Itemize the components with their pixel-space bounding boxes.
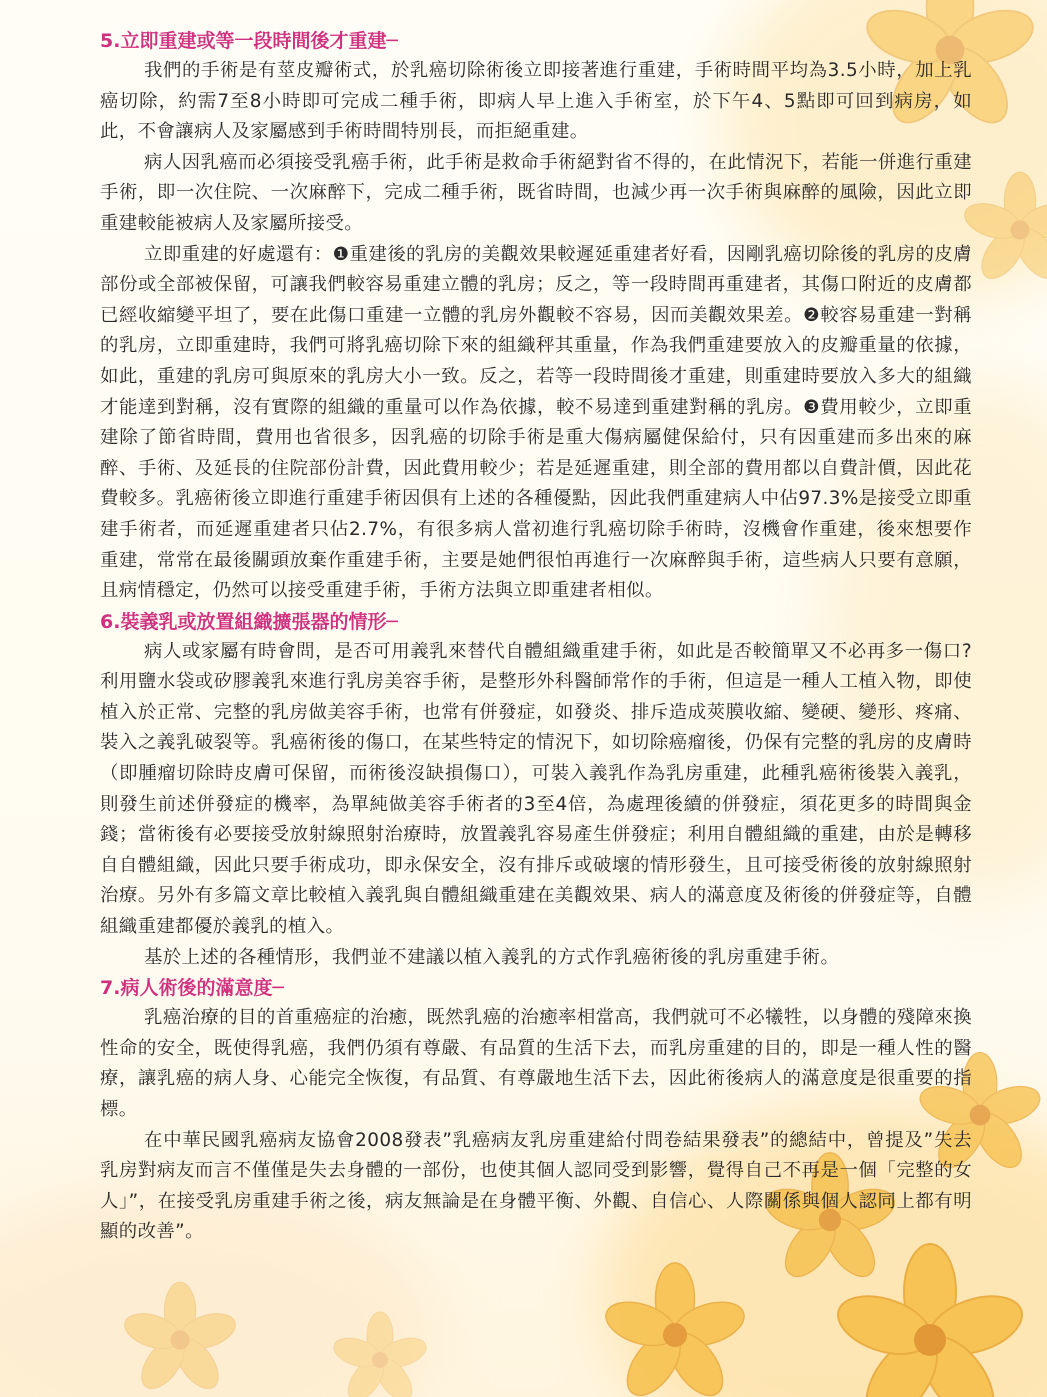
section-satisfaction (100, 973, 972, 1248)
paragraph: 我們的手術是有莖皮瓣術式，於乳癌切除術後立即接著進行重建，手術時間平均為3.5小時，加上乳癌切除，約需7至8小時即可完成二種手術，即病人早上進入手術室，於下午4、5點即可回到病房，如此，不會讓病人及家屬感到手術時間特別長，而拒絕重建。 (100, 60, 972, 143)
paragraph: 基於上述的各種情形，我們並不建議以植入義乳的方式作乳癌術後的乳房重建手術。 (144, 946, 840, 968)
flower-icon (960, 170, 1047, 290)
flower-icon (600, 1260, 750, 1397)
paragraph: 病人因乳癌而必須接受乳癌手術，此手術是救命手術絕對省不得的，在此情況下，若能一併進行重建手術，即一次住院、一次麻醉下，完成二種手術，既省時間，也減少再一次手術與麻醉的風險，因此立即重建較能被病人及家屬所接受。 (100, 151, 972, 234)
section-heading: 6.裝義乳或放置組織擴張器的情形─ (100, 610, 398, 633)
article-body (100, 26, 972, 1248)
paragraph: 乳癌治療的目的首重癌症的治癒，既然乳癌的治癒率相當高，我們就可不必犧牲，以身體的殘障來換性命的安全，既使得乳癌，我們仍須有尊嚴、有品質的生活下去，而乳房重建的目的，即是一種人性的醫療，讓乳癌的病人身、心能完全恢復，有品質、有尊嚴地生活下去，因此術後病人的滿意度是很重要的指標。 (100, 1007, 972, 1120)
section-heading: 5.立即重建或等一段時間後才重建─ (100, 30, 398, 52)
flower-icon (830, 1240, 1030, 1397)
section-implants (100, 607, 972, 974)
paragraph: 在中華民國乳癌病友協會2008發表”乳癌病友乳房重建給付問卷結果發表”的總結中，曾提及”失去乳房對病友而言不僅僅是失去身體的一部份，也使其個人認同受到影響，覺得自己不再是一個「完整的女人」”，在接受乳房重建手術之後，病友無論是在身體平衡、外觀、自信心、人際關係與個人認同上都有明顯的改善”。 (100, 1129, 972, 1243)
section-heading: 7.病人術後的滿意度─ (100, 977, 284, 1000)
paragraph: 立即重建的好處還有：❶重建後的乳房的美觀效果較遲延重建者好看，因剛乳癌切除後的乳房的皮膚部份或全部被保留，可讓我們較容易重建立體的乳房；反之，等一段時間再重建者，其傷口附近的皮膚都已經收縮變平坦了，要在此傷口重建一立體的乳房外觀較不容易，因而美觀效果差。❷較容易重建一對稱的乳房，立即重建時，我們可將乳癌切除下來的組織秤其重量，作為我們重建要放入的皮瓣重量的依據，如此，重建的乳房可與原來的乳房大小一致。反之，若等一段時間後才重建，則重建時要放入多大的組織才能達到對稱，沒有實際的組織的重量可以作為依據，較不易達到重建對稱的乳房。❸費用較少，立即重建除了節省時間，費用也省很多，因乳癌的切除手術是重大傷病屬健保給付，只有因重建而多出來的麻醉、手術、及延長的住院部份計費，因此費用較少；若是延遲重建，則全部的費用都以自費計價，因此花費較多。乳癌術後立即進行重建手術因俱有上述的各種優點，因此我們重建病人中佔97.3%是接受立即重建手術者，而延遲重建者只佔2.7%，有很多病人當初進行乳癌切除手術時，沒機會作重建，後來想要作重建，常常在最後關頭放棄作重建手術，主要是她們很怕再進行一次麻醉與手術，這些病人只要有意願，且病情穩定，仍然可以接受重建手術，手術方法與立即重建者相似。 (100, 243, 972, 602)
section-immediate-vs-delayed (100, 26, 972, 607)
flower-icon (120, 1280, 240, 1397)
flower-icon (330, 1310, 430, 1397)
paragraph: 病人或家屬有時會問，是否可用義乳來替代自體組織重建手術，如此是否較簡單又不必再多一傷口?利用鹽水袋或矽膠義乳來進行乳房美容手術，是整形外科醫師常作的手術，但這是一種人工植入物，即使植入於正常、完整的乳房做美容手術，也常有併發症，如發炎、排斥造成莢膜收縮、變硬、變形、疼痛、裝入之義乳破裂等。乳癌術後的傷口，在某些特定的情況下，如切除癌瘤後，仍保有完整的乳房的皮膚時（即腫瘤切除時皮膚可保留，而術後沒缺損傷口），可裝入義乳作為乳房重建，此種乳癌術後裝入義乳，則發生前述併發症的機率，為單純做美容手術者的3至4倍，為處理後續的併發症，須花更多的時間與金錢；當術後有必要接受放射線照射治療時，放置義乳容易產生併發症；利用自體組織的重建，由於是轉移自自體組織，因此只要手術成功，即永保安全，沒有排斥或破壞的情形發生，且可接受術後的放射線照射治療。另外有多篇文章比較植入義乳與自體組織重建在美觀效果、病人的滿意度及術後的併發症等，自體組織重建都優於義乳的植入。 (100, 640, 972, 938)
